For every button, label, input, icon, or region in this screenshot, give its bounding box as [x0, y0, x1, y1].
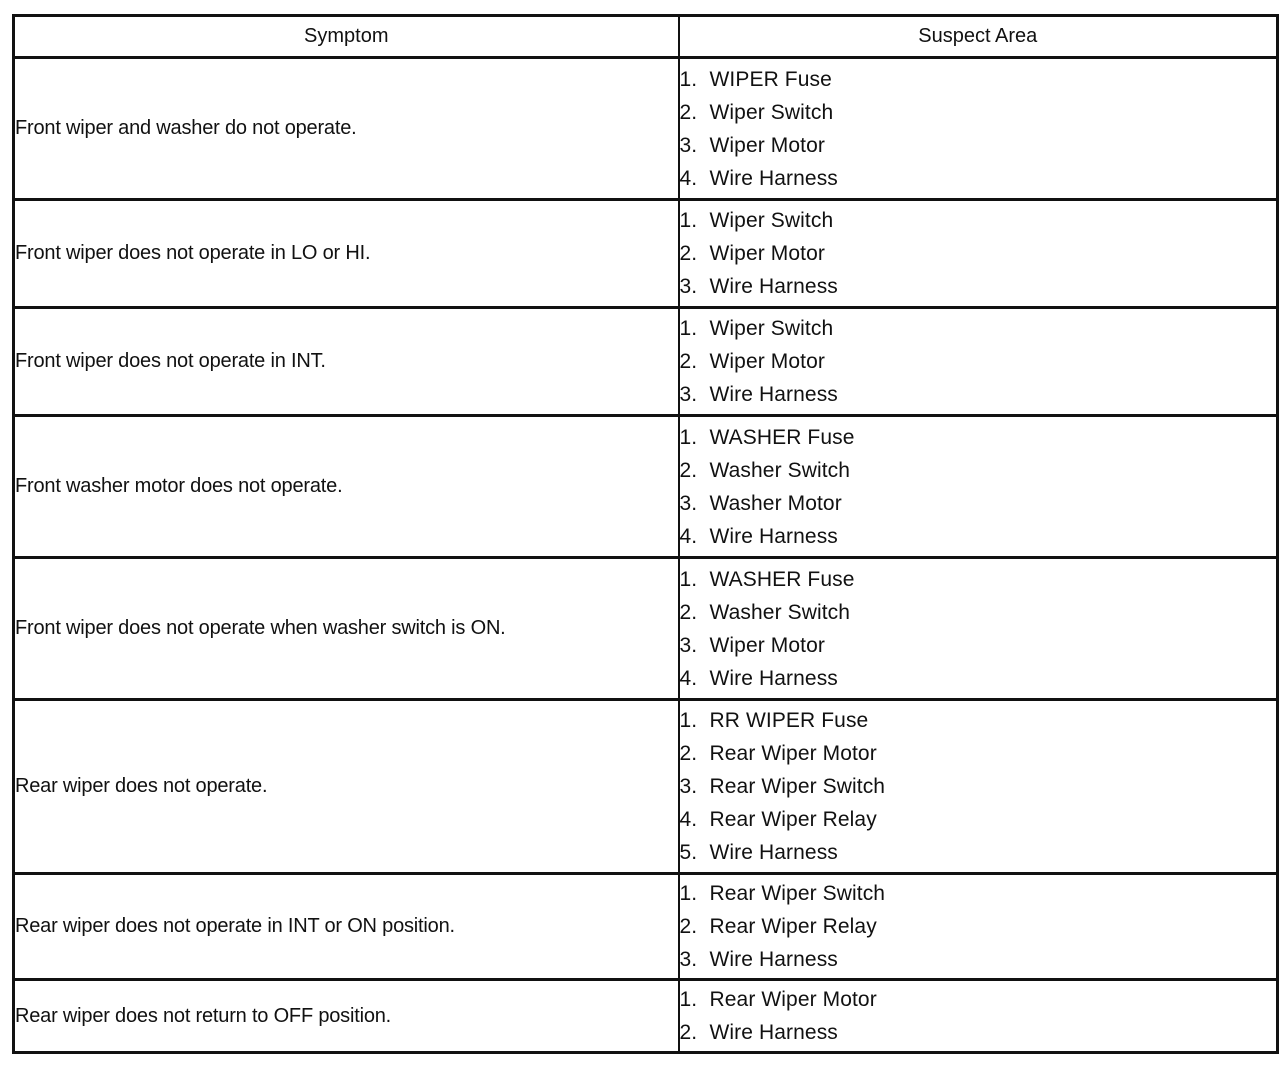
suspect-number: 1.: [679, 567, 698, 591]
suspect-number: 3.: [679, 948, 698, 971]
suspect-number: 3.: [679, 275, 698, 298]
suspect-number: 3.: [679, 491, 698, 515]
suspect-number: 1.: [679, 209, 698, 232]
suspect-text: WIPER Fuse: [709, 67, 832, 91]
suspect-number: 2.: [679, 1021, 698, 1044]
suspect-text: Wiper Motor: [709, 633, 825, 657]
suspect-number: 4.: [679, 524, 698, 548]
troubleshooting-table: [12, 14, 1279, 1054]
suspect-number: 1.: [679, 67, 698, 91]
suspect-list: [680, 704, 1277, 869]
suspect-number: 2.: [679, 742, 698, 765]
suspect-item: [680, 704, 1277, 737]
table-row: [14, 700, 1278, 874]
suspect-list: [680, 877, 1277, 976]
suspect-number: 4.: [679, 808, 698, 831]
suspect-item: [680, 983, 1277, 1016]
suspect-text: Rear Wiper Switch: [709, 775, 886, 798]
suspect-area-cell: [679, 980, 1278, 1053]
suspect-number: 2.: [679, 458, 698, 482]
symptom-cell: Front wiper does not operate when washer switch is ON.: [14, 558, 679, 700]
symptom-cell: Front washer motor does not operate.: [14, 416, 679, 558]
header-row: [14, 16, 1278, 58]
suspect-number: 4.: [679, 166, 698, 190]
suspect-number: 3.: [679, 383, 698, 406]
suspect-item: [680, 270, 1277, 303]
suspect-text: Rear Wiper Relay: [709, 808, 877, 831]
table-row: [14, 558, 1278, 700]
suspect-area-cell: [679, 200, 1278, 308]
symptom-cell: Rear wiper does not return to OFF position.: [14, 980, 679, 1053]
suspect-number: 3.: [679, 133, 698, 157]
suspect-number: 2.: [679, 600, 698, 624]
suspect-item: [680, 943, 1277, 976]
suspect-number: 2.: [679, 100, 698, 124]
suspect-item: [680, 162, 1277, 195]
suspect-text: Wiper Motor: [709, 242, 825, 265]
suspect-list: [680, 421, 1277, 553]
suspect-item: [680, 770, 1277, 803]
suspect-number: 2.: [679, 350, 698, 373]
suspect-item: [680, 63, 1277, 96]
suspect-text: Wire Harness: [709, 524, 838, 548]
suspect-text: Washer Switch: [709, 458, 851, 482]
suspect-area-cell: [679, 700, 1278, 874]
table-row: [14, 980, 1278, 1053]
suspect-item: [680, 312, 1277, 345]
suspect-item: [680, 877, 1277, 910]
symptom-cell: Front wiper does not operate in LO or HI.: [14, 200, 679, 308]
suspect-item: [680, 803, 1277, 836]
symptom-header: Symptom: [14, 16, 679, 58]
table-row: [14, 308, 1278, 416]
suspect-text: Wiper Motor: [709, 350, 825, 373]
suspect-text: Wire Harness: [709, 948, 838, 971]
symptom-cell: Front wiper does not operate in INT.: [14, 308, 679, 416]
suspect-item: [680, 487, 1277, 520]
suspect-number: 1.: [679, 317, 698, 340]
suspect-item: [680, 96, 1277, 129]
suspect-text: Wiper Motor: [709, 133, 825, 157]
symptom-cell: Front wiper and washer do not operate.: [14, 58, 679, 200]
suspect-item: [680, 737, 1277, 770]
suspect-text: Wire Harness: [709, 166, 838, 190]
suspect-list: [680, 204, 1277, 303]
suspect-item: [680, 662, 1277, 695]
suspect-text: Wire Harness: [709, 666, 838, 690]
suspect-text: Washer Switch: [709, 600, 851, 624]
suspect-item: [680, 237, 1277, 270]
suspect-text: Wire Harness: [709, 1021, 838, 1044]
suspect-list: [680, 983, 1277, 1049]
suspect-text: Wire Harness: [709, 383, 838, 406]
suspect-number: 3.: [679, 633, 698, 657]
suspect-text: RR WIPER Fuse: [709, 709, 869, 732]
suspect-text: Wiper Switch: [709, 317, 834, 340]
suspect-number: 1.: [679, 425, 698, 449]
suspect-area-cell: [679, 874, 1278, 980]
suspect-number: 2.: [679, 915, 698, 938]
suspect-text: Wiper Switch: [709, 209, 834, 232]
suspect-area-cell: [679, 308, 1278, 416]
suspect-text: Rear Wiper Motor: [709, 988, 877, 1011]
suspect-list: [680, 63, 1277, 195]
suspect-area-cell: [679, 416, 1278, 558]
suspect-item: [680, 204, 1277, 237]
suspect-item: [680, 836, 1277, 869]
table-row: [14, 58, 1278, 200]
suspect-number: 1.: [679, 709, 698, 732]
suspect-area-cell: [679, 58, 1278, 200]
suspect-area-header: Suspect Area: [679, 16, 1278, 58]
suspect-list: [680, 563, 1277, 695]
suspect-item: [680, 563, 1277, 596]
suspect-number: 2.: [679, 242, 698, 265]
suspect-text: WASHER Fuse: [709, 567, 855, 591]
table-row: [14, 416, 1278, 558]
symptom-cell: Rear wiper does not operate.: [14, 700, 679, 874]
suspect-number: 3.: [679, 775, 698, 798]
suspect-number: 4.: [679, 666, 698, 690]
suspect-item: [680, 1016, 1277, 1049]
suspect-text: WASHER Fuse: [709, 425, 855, 449]
symptom-cell: Rear wiper does not operate in INT or ON position.: [14, 874, 679, 980]
suspect-text: Rear Wiper Motor: [709, 742, 877, 765]
suspect-text: Wire Harness: [709, 275, 838, 298]
table-row: [14, 200, 1278, 308]
suspect-number: 1.: [679, 988, 698, 1011]
table-row: [14, 874, 1278, 980]
suspect-list: [680, 312, 1277, 411]
suspect-number: 5.: [679, 841, 698, 864]
suspect-text: Wire Harness: [709, 841, 838, 864]
suspect-item: [680, 345, 1277, 378]
suspect-number: 1.: [679, 882, 698, 905]
suspect-item: [680, 910, 1277, 943]
suspect-item: [680, 378, 1277, 411]
suspect-text: Washer Motor: [709, 491, 842, 515]
suspect-text: Rear Wiper Relay: [709, 915, 877, 938]
suspect-text: Wiper Switch: [709, 100, 834, 124]
suspect-item: [680, 520, 1277, 553]
suspect-text: Rear Wiper Switch: [709, 882, 886, 905]
suspect-item: [680, 129, 1277, 162]
suspect-item: [680, 421, 1277, 454]
suspect-item: [680, 596, 1277, 629]
suspect-item: [680, 454, 1277, 487]
suspect-area-cell: [679, 558, 1278, 700]
suspect-item: [680, 629, 1277, 662]
